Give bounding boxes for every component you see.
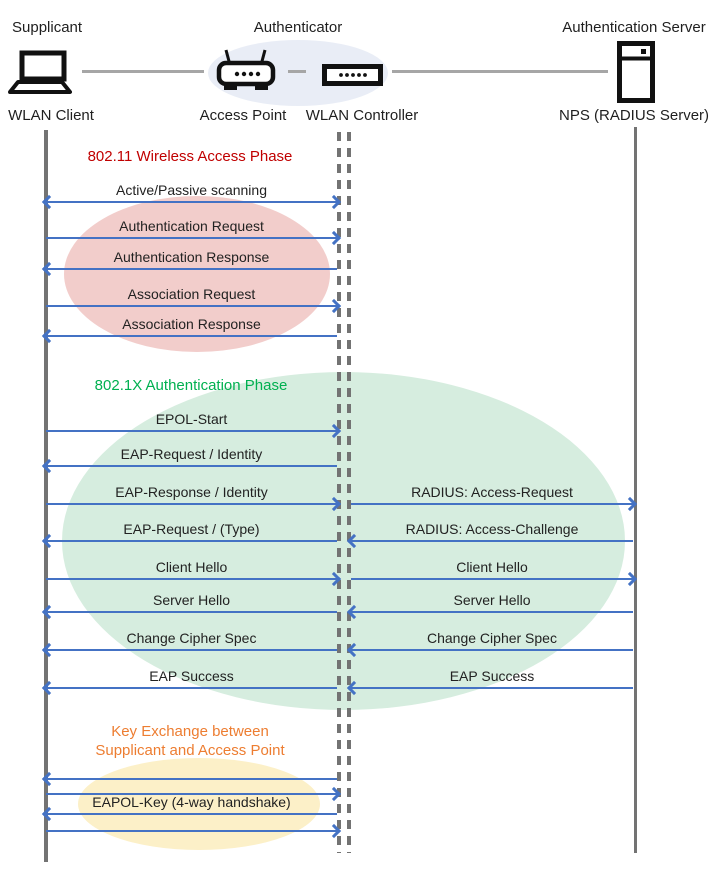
arrow-server-hello-left bbox=[46, 611, 337, 613]
arrow-client-hello-right bbox=[351, 578, 633, 580]
connector-controller-to-server bbox=[392, 70, 608, 73]
device-label-nps: NPS (RADIUS Server) bbox=[559, 107, 710, 124]
role-authenticator: Authenticator bbox=[253, 19, 343, 36]
wlan-controller-icon bbox=[322, 64, 383, 86]
phase-title-key-exchange-line1: Key Exchange between bbox=[111, 723, 269, 740]
lifeline-radius-server bbox=[634, 127, 637, 853]
label-authentication-request: Authentication Request bbox=[119, 218, 264, 234]
arrow-server-hello-right bbox=[351, 611, 633, 613]
arrow-association-request bbox=[46, 305, 337, 307]
phase-title-key-exchange bbox=[45, 722, 335, 760]
label-association-request: Association Request bbox=[127, 286, 256, 302]
label-change-cipher-spec-left: Change Cipher Spec bbox=[126, 630, 257, 646]
device-label-wlan-client: WLAN Client bbox=[8, 107, 94, 124]
label-server-hello-left: Server Hello bbox=[152, 592, 231, 608]
label-eap-success-right: EAP Success bbox=[449, 668, 535, 684]
arrow-eap-success-left bbox=[46, 687, 337, 689]
access-point-icon bbox=[214, 48, 278, 92]
phase-title-key-exchange-line2: Supplicant and Access Point bbox=[95, 742, 285, 759]
arrow-eapol-key-m3 bbox=[46, 813, 337, 815]
arrow-eap-response-identity bbox=[46, 503, 337, 505]
label-epol-start: EPOL-Start bbox=[155, 411, 228, 427]
label-eap-response-identity: EAP-Response / Identity bbox=[115, 484, 268, 500]
arrow-radius-access-request bbox=[351, 503, 633, 505]
arrow-eap-request-identity bbox=[46, 465, 337, 467]
label-eap-request-identity: EAP-Request / Identity bbox=[120, 446, 263, 462]
device-label-access-point: Access Point bbox=[199, 107, 287, 124]
arrow-eapol-key-m4 bbox=[46, 830, 337, 832]
arrow-authentication-request bbox=[46, 237, 337, 239]
phase-title-8021x-authentication: 802.1X Authentication Phase bbox=[94, 377, 288, 394]
label-authentication-response: Authentication Response bbox=[113, 249, 270, 265]
connector-client-to-ap bbox=[82, 70, 204, 73]
label-server-hello-right: Server Hello bbox=[453, 592, 531, 608]
connector-ap-to-controller bbox=[288, 70, 306, 73]
server-icon bbox=[617, 41, 655, 103]
arrow-authentication-response bbox=[46, 268, 337, 270]
role-authentication-server: Authentication Server bbox=[562, 19, 706, 36]
arrow-eap-success-right bbox=[351, 687, 633, 689]
label-eap-request-type: EAP-Request / (Type) bbox=[123, 521, 260, 537]
label-radius-access-challenge: RADIUS: Access-Challenge bbox=[405, 521, 579, 537]
arrow-client-hello-left bbox=[46, 578, 337, 580]
label-association-response: Association Response bbox=[122, 316, 261, 332]
label-active-passive-scanning: Active/Passive scanning bbox=[116, 182, 267, 198]
arrow-epol-start bbox=[46, 430, 337, 432]
arrow-change-cipher-spec-right bbox=[351, 649, 633, 651]
arrow-change-cipher-spec-left bbox=[46, 649, 337, 651]
role-supplicant: Supplicant bbox=[12, 19, 83, 36]
laptop-icon bbox=[8, 50, 72, 95]
label-client-hello-right: Client Hello bbox=[456, 559, 528, 575]
phase-title-80211-wireless-access: 802.11 Wireless Access Phase bbox=[87, 148, 293, 165]
arrow-association-response bbox=[46, 335, 337, 337]
label-client-hello-left: Client Hello bbox=[155, 559, 228, 575]
label-radius-access-request: RADIUS: Access-Request bbox=[411, 484, 573, 500]
label-eap-success-left: EAP Success bbox=[149, 668, 234, 684]
arrow-eapol-key-m1 bbox=[46, 778, 337, 780]
arrow-radius-access-challenge bbox=[351, 540, 633, 542]
arrow-eap-request-type bbox=[46, 540, 337, 542]
label-change-cipher-spec-right: Change Cipher Spec bbox=[427, 630, 557, 646]
label-eapol-key-4way-handshake: EAPOL-Key (4-way handshake) bbox=[92, 794, 291, 810]
device-label-wlan-controller: WLAN Controller bbox=[305, 107, 419, 124]
arrow-active-passive-scanning bbox=[46, 201, 337, 203]
